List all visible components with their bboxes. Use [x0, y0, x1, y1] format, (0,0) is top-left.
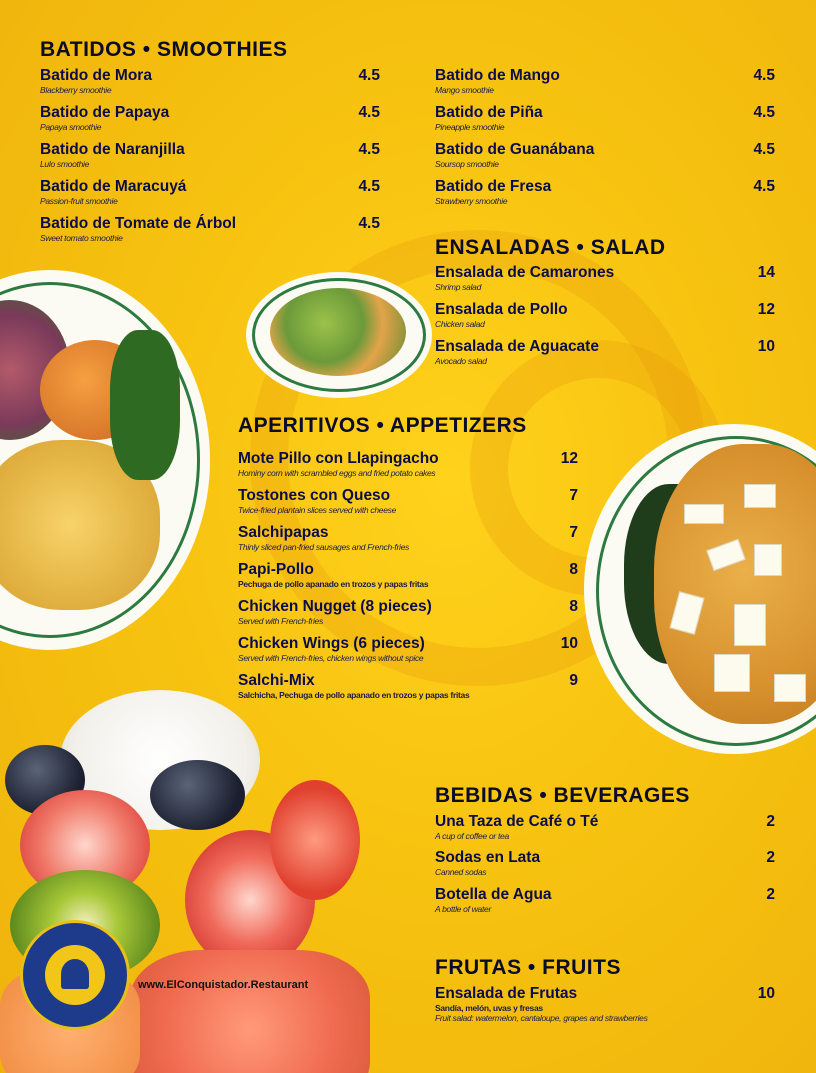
item-price: 4.5 [358, 67, 380, 84]
lettuce [110, 330, 180, 480]
menu-item [435, 985, 775, 1023]
item-name: Batido de Mora [40, 67, 152, 84]
item-price: 10 [757, 985, 775, 1002]
item-price: 7 [569, 487, 578, 504]
item-description: Served with French-fries [238, 616, 323, 626]
watermelon [130, 950, 370, 1073]
item-name: Batido de Piña [435, 104, 543, 121]
menu-item [40, 141, 380, 169]
mote-pillo-plate-image [0, 270, 210, 650]
item-description: Avocado salad [435, 356, 487, 366]
item-price: 9 [569, 672, 578, 689]
menu-item [40, 104, 380, 132]
item-name: Chicken Nugget (8 pieces) [238, 598, 432, 615]
menu-item [238, 598, 578, 626]
item-name: Ensalada de Camarones [435, 264, 615, 281]
item-description: Mango smoothie [435, 85, 494, 95]
item-price: 2 [766, 886, 775, 903]
item-name: Botella de Agua [435, 886, 552, 903]
item-description: Salchicha, Pechuga de pollo apanado en trozos y papas fritas [238, 690, 470, 700]
menu-item [238, 635, 578, 663]
item-price: 4.5 [753, 141, 775, 158]
item-description: Chicken salad [435, 319, 485, 329]
salad-food [270, 288, 406, 376]
cheese-cube [714, 654, 750, 692]
item-description: A cup of coffee or tea [435, 831, 509, 841]
menu-item [435, 338, 775, 366]
section-title-aperitivos: APERITIVOS • APPETIZERS [238, 414, 527, 437]
item-name: Batido de Naranjilla [40, 141, 185, 158]
item-description: Pineapple smoothie [435, 122, 505, 132]
item-description: Twice-fried plantain slices served with cheese [238, 505, 397, 515]
item-name: Batido de Fresa [435, 178, 552, 195]
item-price: 8 [569, 598, 578, 615]
menu-item [435, 178, 775, 206]
cheese-cube [734, 604, 766, 646]
item-name: Papi-Pollo [238, 561, 314, 578]
item-description: Shrimp salad [435, 282, 482, 292]
menu-item [238, 561, 578, 589]
item-name: Batido de Maracuyá [40, 178, 187, 195]
item-price: 4.5 [358, 141, 380, 158]
item-price: 10 [757, 338, 775, 355]
menu-item [40, 178, 380, 206]
item-description: Papaya smoothie [40, 122, 102, 132]
section-title-ensaladas: ENSALADAS • SALAD [435, 236, 666, 259]
item-description: Soursop smoothie [435, 159, 499, 169]
item-price: 12 [757, 301, 775, 318]
item-price: 4.5 [358, 104, 380, 121]
item-price: 4.5 [753, 104, 775, 121]
item-price: 4.5 [753, 67, 775, 84]
website-url: www.ElConquistador.Restaurant [138, 979, 309, 991]
item-description: Hominy corn with scrambled eggs and fried potato cakes [238, 468, 436, 478]
item-price: 14 [757, 264, 775, 281]
item-price: 8 [569, 561, 578, 578]
menu-item [435, 141, 775, 169]
section-title-bebidas: BEBIDAS • BEVERAGES [435, 784, 690, 807]
item-description: Sandía, melón, uvas y fresas [435, 1003, 543, 1013]
menu-item [238, 524, 578, 552]
menu-item [435, 104, 775, 132]
item-description: Served with French-fries, chicken wings without spice [238, 653, 424, 663]
menu-item [435, 849, 775, 877]
cheese-cube [744, 484, 776, 508]
restaurant-logo [20, 920, 130, 1030]
menu-item [435, 264, 775, 292]
item-name: Ensalada de Frutas [435, 985, 578, 1002]
item-price: 2 [766, 849, 775, 866]
grape [150, 760, 245, 830]
menu-item [435, 301, 775, 329]
menu-item [40, 67, 380, 95]
item-price: 2 [766, 813, 775, 830]
item-price: 10 [560, 635, 578, 652]
item-name: Mote Pillo con Llapingacho [238, 450, 439, 467]
item-description: Lulo smoothie [40, 159, 90, 169]
menu-item [40, 215, 380, 243]
menu-item [238, 450, 578, 478]
cheese-cube [754, 544, 782, 576]
section-title-batidos: BATIDOS • SMOOTHIES [40, 38, 288, 61]
salad-plate-image [246, 272, 432, 398]
menu-item [238, 487, 578, 515]
item-name: Una Taza de Café o Té [435, 813, 599, 830]
item-name: Batido de Guanábana [435, 141, 595, 158]
section-title-frutas: FRUTAS • FRUITS [435, 956, 621, 979]
item-description: Strawberry smoothie [435, 196, 508, 206]
item-description: A bottle of water [435, 904, 492, 914]
item-price: 4.5 [358, 215, 380, 232]
item-price: 12 [560, 450, 578, 467]
item-description: Blackberry smoothie [40, 85, 112, 95]
logo-ship-icon [61, 959, 89, 989]
item-description: Canned sodas [435, 867, 487, 877]
item-price: 4.5 [753, 178, 775, 195]
item-name: Batido de Tomate de Árbol [40, 215, 237, 232]
menu-item [435, 67, 775, 95]
item-name: Salchipapas [238, 524, 329, 541]
item-price: 4.5 [358, 178, 380, 195]
menu-item [435, 886, 775, 914]
item-name: Batido de Mango [435, 67, 560, 84]
item-name: Ensalada de Pollo [435, 301, 568, 318]
item-name: Sodas en Lata [435, 849, 541, 866]
cheese-cube [774, 674, 806, 702]
item-name: Tostones con Queso [238, 487, 391, 504]
strawberry [270, 780, 360, 900]
cheese-cube [684, 504, 724, 524]
item-description: Pechuga de pollo apanado en trozos y papas fritas [238, 579, 429, 589]
item-name: Salchi-Mix [238, 672, 315, 689]
item-description-english: Fruit salad: watermelon, cantaloupe, grapes and strawberries [435, 1013, 648, 1023]
item-description: Passion-fruit smoothie [40, 196, 118, 206]
item-name: Batido de Papaya [40, 104, 170, 121]
item-description: Sweet tomato smoothie [40, 233, 123, 243]
item-description: Thinly sliced pan-fried sausages and French-fries [238, 542, 409, 552]
item-price: 7 [569, 524, 578, 541]
item-name: Ensalada de Aguacate [435, 338, 599, 355]
menu-item [435, 813, 775, 841]
item-name: Chicken Wings (6 pieces) [238, 635, 425, 652]
